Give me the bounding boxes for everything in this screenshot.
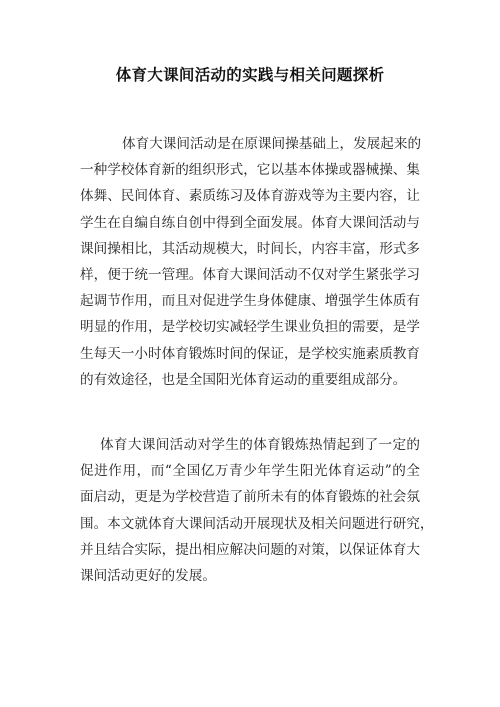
paragraph-line: 一种学校体育新的组织形式，它以基本体操或器械操、集 [80,162,420,179]
paragraph-line: 明显的作用，是学校切实减轻学生课业负担的需要，是学 [80,319,420,336]
paragraph-2 [80,432,434,589]
paragraph-line: 并且结合实际，提出相应解决问题的对策，以保证体育大 [80,541,420,558]
paragraph-line: 样，便于统一管理。体育大课间活动不仅对学生紧张学习 [80,267,420,284]
paragraph-line: 的有效途径，也是全国阳光体育运动的重要组成部分。 [80,371,407,388]
document-title: 体育大课间活动的实践与相关问题探析 [115,66,385,84]
paragraph-line: 围。本文就体育大课间活动开展现状及相关问题进行研究， [80,515,434,532]
paragraph-line: 课间活动更好的发展。 [80,568,216,585]
paragraph-line: 课间操相比，其活动规模大，时间长，内容丰富，形式多 [80,240,420,257]
paragraph-line: 体育大课间活动是在原课间操基础上，发展起来的 [122,136,422,152]
paragraph-line: 促进作用，而“全国亿万青少年学生阳光体育运动”的全 [80,463,420,480]
paragraph-line: 起调节作用，而且对促进学生身体健康、增强学生体质有 [80,293,420,310]
paragraph-line: 学生在自编自练自创中得到全面发展。体育大课间活动与 [80,214,420,231]
paragraph-1 [80,131,420,393]
paragraph-line: 体育大课间活动对学生的体育锻炼热情起到了一定的 [100,437,420,453]
paragraph-line: 面启动，更是为学校营造了前所未有的体育锻炼的社会氛 [80,489,420,506]
paragraph-line: 生每天一小时体育锻炼时间的保证，是学校实施素质教育 [80,345,420,362]
paragraph-line: 体舞、民间体育、素质练习及体育游戏等为主要内容，让 [80,188,420,205]
